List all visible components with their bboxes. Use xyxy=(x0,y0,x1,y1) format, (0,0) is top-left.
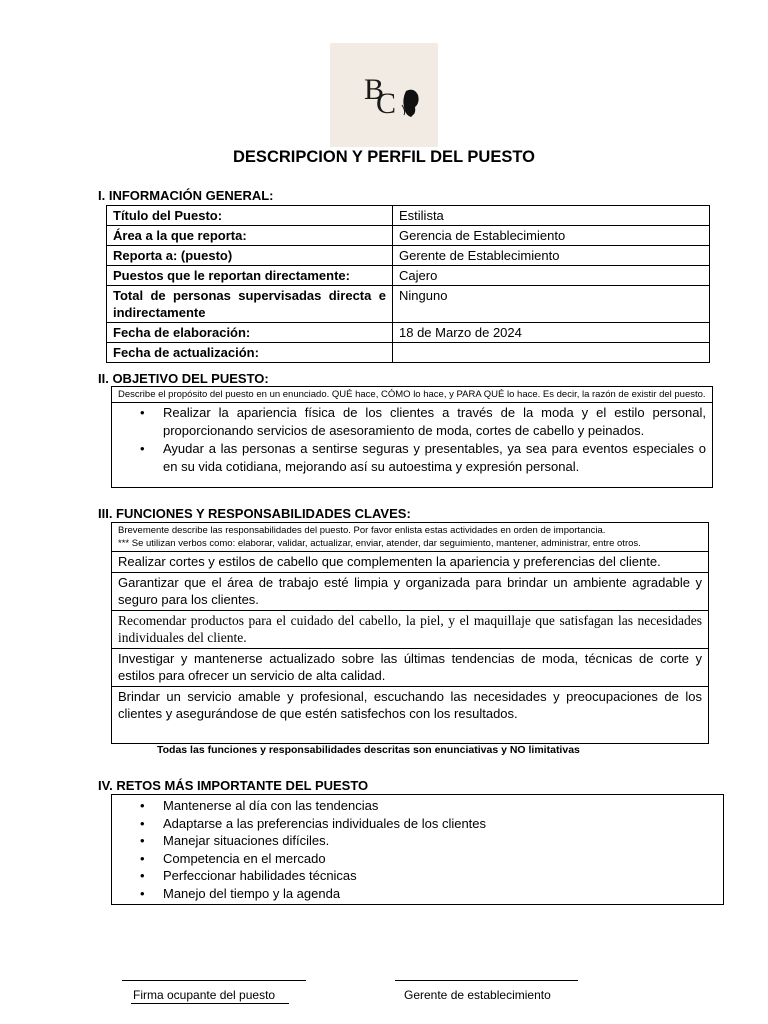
list-item: • Adaptarse a las preferencias individuales de los clientes xyxy=(140,815,487,831)
row-value: Estilista xyxy=(393,206,710,226)
bullet-icon: • xyxy=(140,833,145,848)
functions-note: Todas las funciones y responsabilidades descritas son enunciativas y NO limitativas xyxy=(157,744,580,756)
signature-line-left xyxy=(122,980,306,981)
section-1-heading: I. INFORMACIÓN GENERAL: xyxy=(98,188,274,203)
bullet-icon: • xyxy=(140,885,145,901)
row-label: Área a la que reporta: xyxy=(107,226,393,246)
row-label: Fecha de actualización: xyxy=(107,343,393,363)
bullet-icon: • xyxy=(140,850,145,866)
function-item: Brindar un servicio amable y profesional, escuchando las necesidades y preocupaciones de los clientes y asegurándose de que estén satisfechos con los resultados. xyxy=(112,686,708,724)
section-4-heading: IV. RETOS MÁS IMPORTANTE DEL PUESTO xyxy=(98,778,369,793)
function-item: Garantizar que el área de trabajo esté limpia y organizada para brindar un ambiente agradable y seguro para los clientes. xyxy=(112,572,708,610)
list-item: • Mantenerse al día con las tendencias xyxy=(140,798,379,813)
function-item: Investigar y mantenerse actualizado sobre las últimas tendencias de moda, técnicas de corte y estilos para ofrecer un servicio de alta calidad. xyxy=(112,648,708,686)
section-3-heading: III. FUNCIONES Y RESPONSABILIDADES CLAVES: xyxy=(98,506,411,521)
objective-list xyxy=(112,403,712,475)
bullet-icon: • xyxy=(140,815,145,831)
list-item: • Realizar la apariencia física de los clientes a través de la moda y el estilo personal, proporcionando servicios de asesoramiento de moda, cortes de cabello y peinados. xyxy=(140,405,706,438)
challenges-box xyxy=(111,794,724,905)
list-item: • Perfeccionar habilidades técnicas xyxy=(140,868,357,883)
row-label: Reporta a: (puesto) xyxy=(107,246,393,266)
svg-text:C: C xyxy=(376,87,397,120)
bullet-icon: • xyxy=(140,405,145,420)
bullet-icon: • xyxy=(140,868,145,883)
signature-line-right xyxy=(395,980,578,981)
signature-underline-left xyxy=(131,1003,289,1004)
general-info-table xyxy=(106,205,710,363)
svg-text:B: B xyxy=(364,73,385,106)
table-row xyxy=(107,226,710,246)
row-value: 18 de Marzo de 2024 xyxy=(393,323,710,343)
bullet-icon: • xyxy=(140,441,145,456)
page-title: DESCRIPCION Y PERFIL DEL PUESTO xyxy=(233,148,535,166)
section-2-heading: II. OBJETIVO DEL PUESTO: xyxy=(98,371,269,386)
table-row xyxy=(107,206,710,226)
challenges-list xyxy=(112,797,723,902)
row-label: Título del Puesto: xyxy=(107,206,393,226)
table-row xyxy=(107,343,710,363)
list-item: • Competencia en el mercado xyxy=(140,850,326,866)
row-value: Gerencia de Establecimiento xyxy=(393,226,710,246)
row-label: Puestos que le reportan directamente: xyxy=(107,266,393,286)
table-row xyxy=(107,266,710,286)
bullet-icon: • xyxy=(140,798,145,813)
functions-instruction: Brevemente describe las responsabilidades del puesto. Por favor enlista estas actividades en orden de importancia. xyxy=(118,525,606,536)
row-label: Total de personas supervisadas directa e indirectamente xyxy=(107,286,393,323)
functions-box xyxy=(111,522,709,744)
table-row xyxy=(107,323,710,343)
row-label: Fecha de elaboración: xyxy=(107,323,393,343)
function-item: Realizar cortes y estilos de cabello que complementen la apariencia y preferencias del cliente. xyxy=(112,551,708,572)
objective-box xyxy=(111,386,713,488)
row-value xyxy=(393,343,710,363)
table-row xyxy=(107,246,710,266)
functions-instruction-verbs: *** Se utilizan verbos como: elaborar, validar, actualizar, enviar, atender, dar seguimiento, mantener, administrar, entre otros. xyxy=(118,538,641,549)
row-value: Gerente de Establecimiento xyxy=(393,246,710,266)
list-item: • Ayudar a las personas a sentirse seguras y presentables, ya sea para eventos especiales o en su vida cotidiana, mejorando así su autoestima y expresión personal. xyxy=(140,441,706,474)
company-logo xyxy=(330,43,438,147)
objective-instruction: Describe el propósito del puesto en un enunciado. QUÉ hace, CÓMO lo hace, y PARA QUÉ lo hace. Es decir, la razón de existir del puesto. xyxy=(112,387,712,403)
signature-label-left: Firma ocupante del puesto xyxy=(133,988,276,1002)
signature-label-right: Gerente de establecimiento xyxy=(404,988,551,1002)
row-value: Cajero xyxy=(393,266,710,286)
function-item: Recomendar productos para el cuidado del cabello, la piel, y el maquillaje que satisfagan las necesidades individuales del cliente. xyxy=(112,610,708,648)
list-item: • Manejo del tiempo y la agenda xyxy=(140,885,341,901)
row-value: Ninguno xyxy=(393,286,710,323)
table-row xyxy=(107,286,710,323)
list-item: • Manejar situaciones difíciles. xyxy=(140,833,330,848)
logo-mark-icon xyxy=(330,43,438,147)
